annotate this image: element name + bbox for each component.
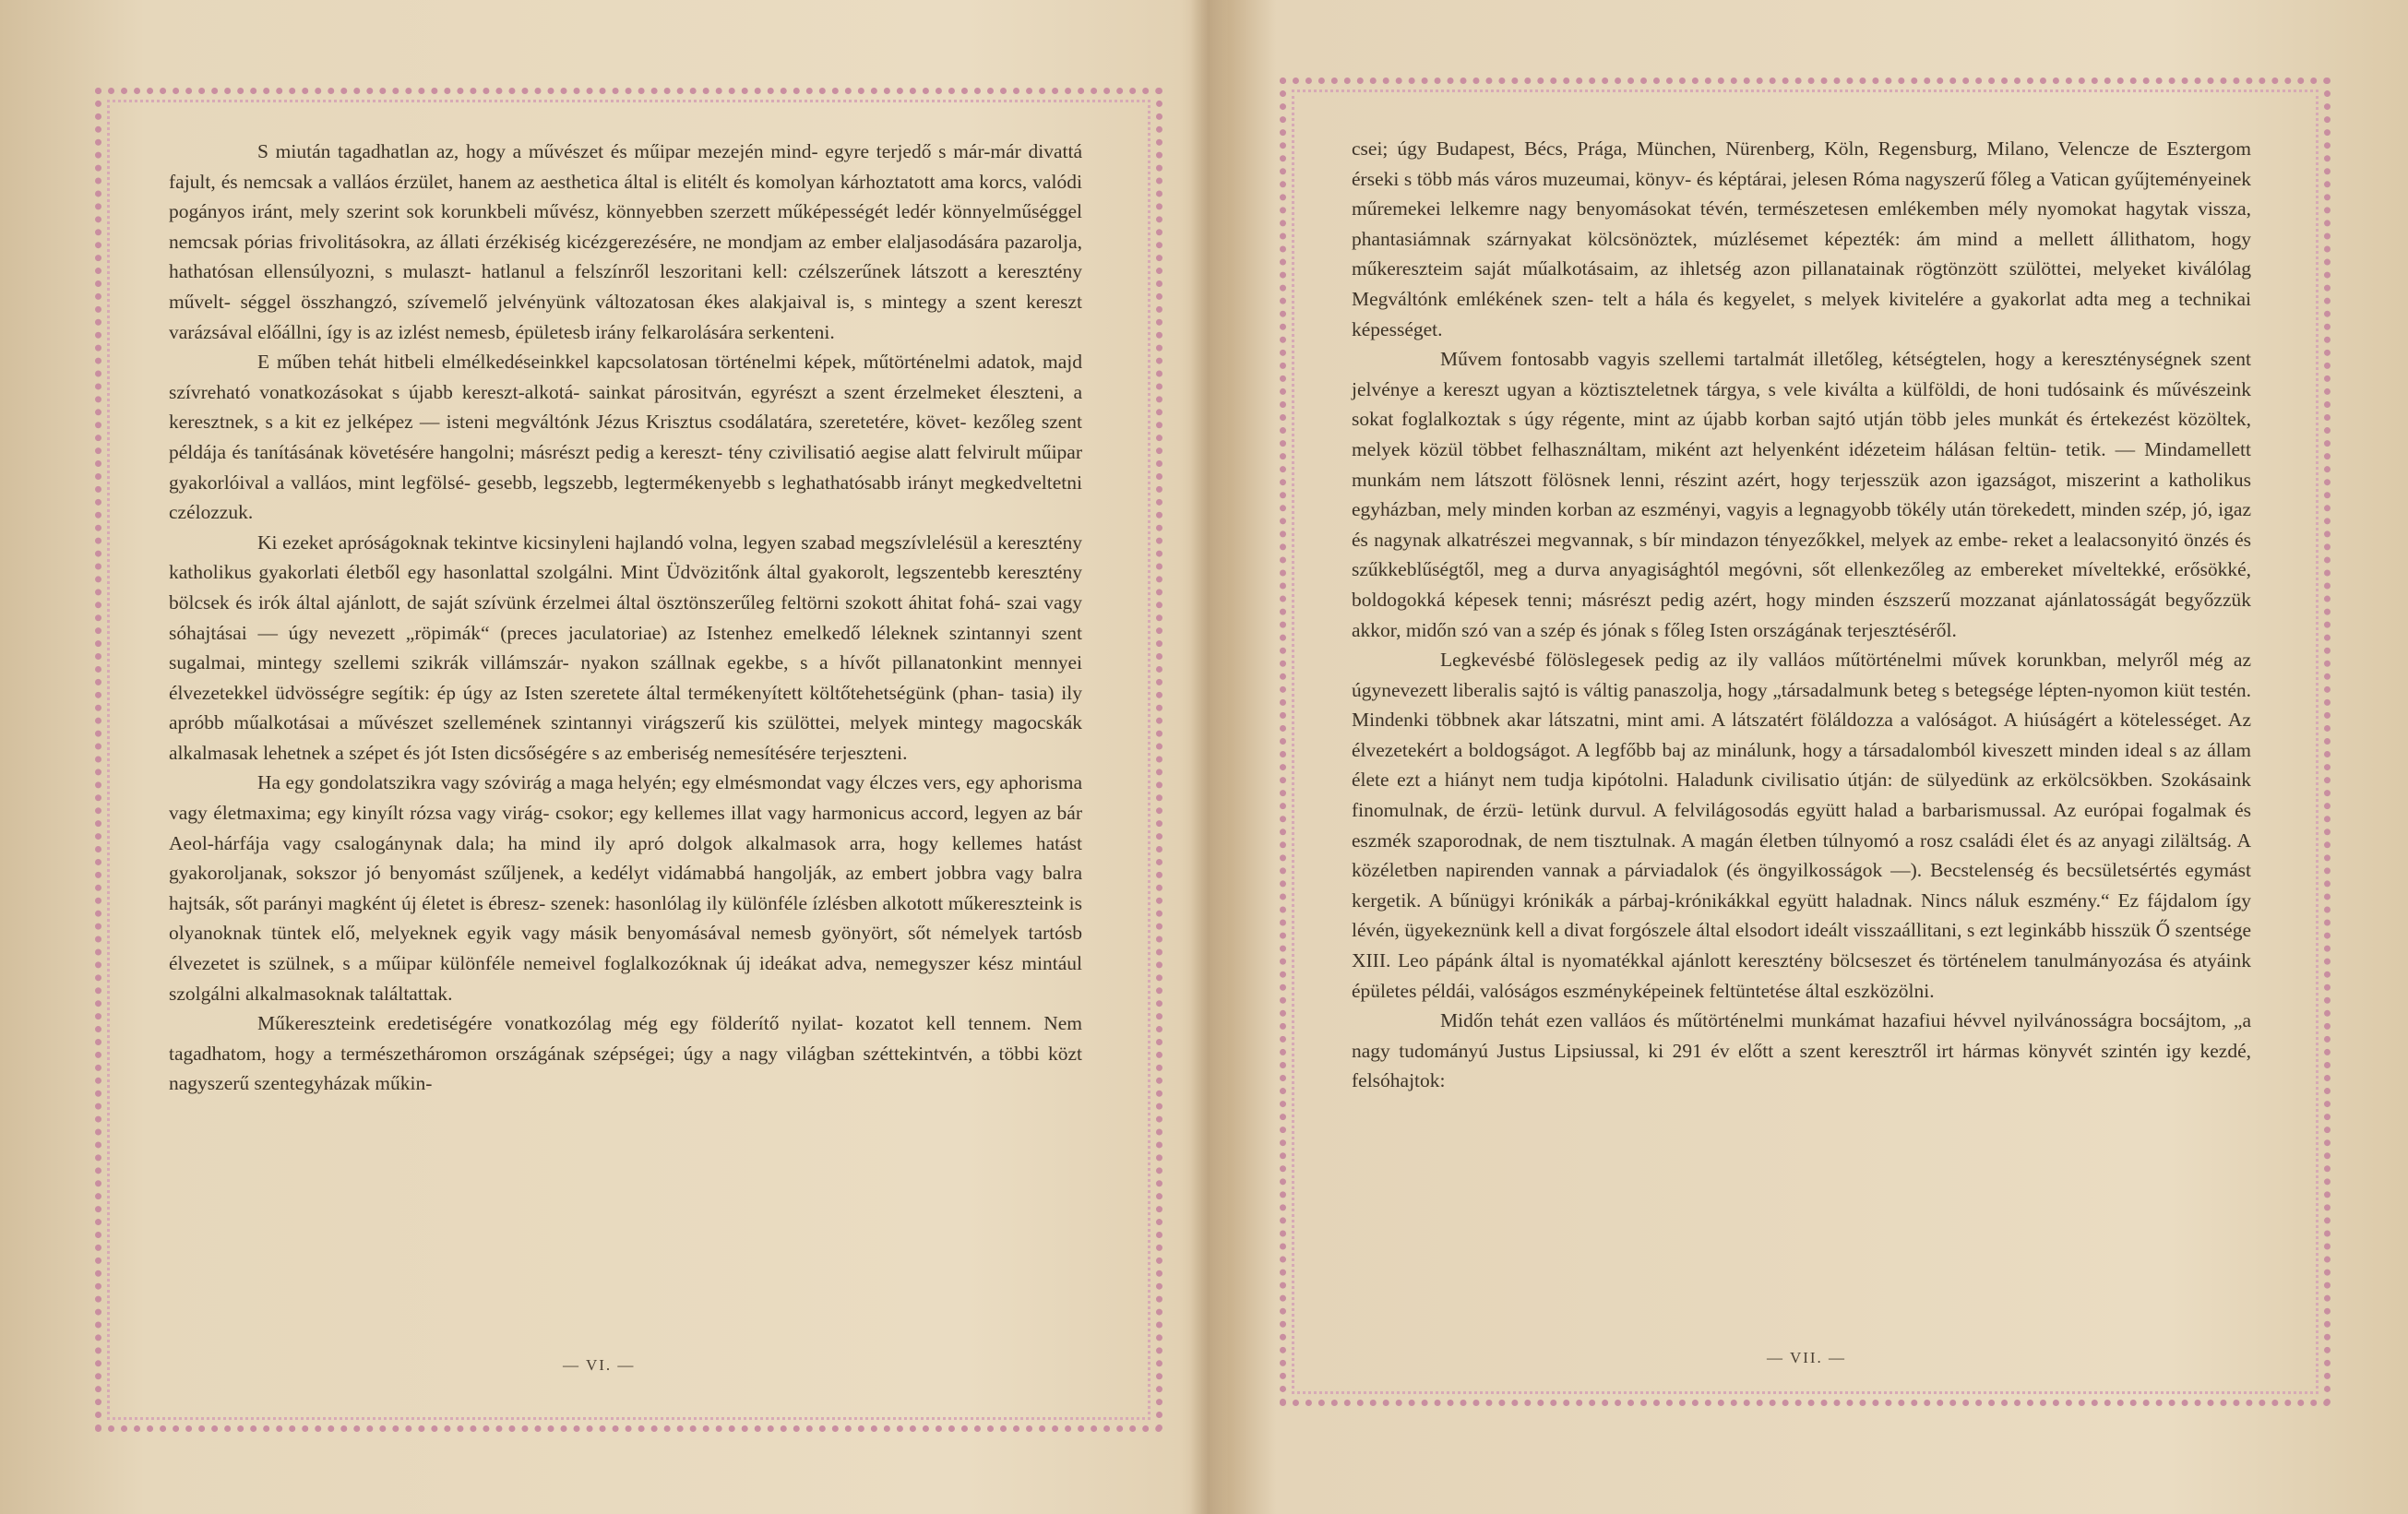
page-number-left: — VI. — — [563, 1356, 636, 1374]
paragraph: Midőn tehát ezen valláos és műtörténelmi munkámat hazafiui hévvel nyilvánosságra bocsájtom, „a nagy tudományú Justus Lipsiussal, ki 291 év előtt a szent keresztről irt hármas könyvét szintén igy kezdé, felsóhajtok: — [1352, 1009, 2251, 1092]
paragraph: Művem fontosabb vagyis szellemi tartalmát illetőleg, kétségtelen, hogy a kereszténységnek szent jelvénye a kereszt ugyan a köztiszteletnek tárgya, s vele kiválta a külföldi, de honi tudósaink és művészeink sokat foglalkoztak s úgy régente, mint az újabb korban sajtó utján több jeles munkát és értekezést közöltek, melyek közül többet felhasználtam, miként azt helyenként idézeteim hálásan feltün- tetik. — Mindamellett munkám nem látszott fölösnek lenni, részint azért, hogy terjesszük azon igazságot, miszerint a katholikus egyházban, mely minden korban az eszményi, vagyis a legnagyobb tökély után törekedett, minden szép, jó, igaz és nagynak alkatrészei megvannak, s bír mindazon tényezőkkel, melyek az embe- reket a lealacsonyitó önzés és szűkkeblűségtől, meg a durva anyagisághtól megóvni, sőt ellenkezőleg az embereket míveltekké, erősökké, boldogokká képesek tenni; másrészt pedig azért, hogy minden észszerű mozzanat ajánlatosságát begyőzzük akkor, midőn szó van a szép és jónak s főleg Isten országának terjesztéséről. — [1352, 348, 2251, 641]
right-page-text — [1352, 134, 2251, 1096]
paragraph: Ha egy gondolatszikra vagy szóvirág a maga helyén; egy elmésmondat vagy élczes vers, egy aphorisma vagy életmaxima; egy kinyílt rózsa vagy virág- csokor; egy kellemes illat vagy harmonicus accord, legyen az bár Aeol-hárfája vagy csalogánynak dala; ha mind ily apró dolgok alkalmasok arra, hogy kellemes hatást gyakoroljanak, sokszor jó benyomást szűljenek, a kedélyt vidámabbá hangolják, az embert jobbra vagy balra hajtsák, sőt parányi magként új életet is ébresz- szenek: hasonlólag ily különféle ízlésben alkotott műkereszteink is olyanoknak tüntek elő, melyeknek egyik vagy másik benyomásával nemesb gyönyört, sőt némelyek tartósb élvezetet is szülnek, s a műipar különféle nemeivel foglalkozóknak új ideákat adva, nemegyszer kész mintául szolgálni alkalmasoknak találtattak. — [169, 771, 1082, 1005]
page-number-right: — VII. — — [1767, 1349, 1847, 1366]
paragraph: Műkereszteink eredetiségére vonatkozólag még egy földerítő nyilat- kozatot kell tennem. Nem tagadhatom, hogy a természetháromon országának szépségei; úgy a nagy világban széttekintvén, a többi közt nagyszerű szentegyházak műkin- — [169, 1012, 1082, 1095]
paragraph: csei; úgy Budapest, Bécs, Prága, München, Nürenberg, Köln, Regensburg, Milano, Velencze de Esztergom érseki s több más város muzeumai, könyv- és képtárai, jelesen Róma nagyszerű főleg a Vatican gyűjteményeinek műremekei lelkemre nagy benyomásokat tévén, természetesen emlékemben mély nyomokat hagytak vissza, phantasiámnak szárnyakat kölcsönöztek, múzlésemet képezték: ám mind a mellett állithatom, hogy műkereszteim saját műalkotásaim, az ihletség azon pillanatainak rögtönzött szülöttei, melyeket kiválólag Megváltónk emlékének szen- telt a hála és kegyelet, s melyek kivitelére a gyakorlat adta meg a technikai képességet. — [1352, 137, 2251, 340]
paragraph: E műben tehát hitbeli elmélkedéseinkkel kapcsolatosan történelmi képek, műtörténelmi adatok, majd szívreható vonatkozásokat s újabb kereszt-alkotá- sainkat párositván, egyrészt a szent érzelmeket éleszteni, a keresztnek, s a kit ez jelképez — isteni megváltónk Jézus Krisztus csodálatára, szeretetére, követ- kezőleg szent példája és tanításának követésére hangolni; másrészt pedig a kereszt- tény czivilisatió aegise alatt felvirult műipar gyakorlóival a valláos, mint legfölsé- gesebb, legszebb, legtermékenyebb s leghathatósabb irányt megkedveltetni czélozzuk. — [169, 351, 1082, 524]
paragraph: Ki ezeket apróságoknak tekintve kicsinyleni hajlandó volna, legyen szabad megszívlelésül a keresztény katholikus gyakorlati életből egy hasonlattal szolgálni. Mint Üdvözitőnk által gyakorolt, legszentebb keresztény bölcsek és irók által ajánlott, de saját szívünk érzelmei által ösztönszerűleg feltörni szokott áhitat fohá- szai vagy sóhajtásai — úgy nevezett „röpimák“ (preces jaculatoriae) az Istenhez emelkedő léleknek szintannyi szent sugalmai, mintegy szellemi szikrák villámszár- nyakon szállnak egekbe, s a hívőt pillanatonkint mennyei élvezetekkel üdvösségre segítik: ép úgy az Isten szeretete által termékenyített költőtehetségünk (phan- tasia) ily apróbb műalkotásai a művészet szellemének szintannyi virágszerű kis szülöttei, melyek mintegy magocskák alkalmasak lehetnek a szépet és jót Isten dicsőségére s az emberiség nemesítésére terjeszteni. — [169, 530, 1082, 764]
paragraph: Legkevésbé fölöslegesek pedig az ily valláos műtörténelmi művek korunkban, melyről még az úgynevezett liberalis sajtó is váltig panaszolja, hogy „társadalmunk beteg s betegsége lépten-nyomon kiüt testén. Mindenki többnek akar látszatni, mint ami. A látszatért föláldozza a valóságot. A hiúságért a kötelességet. Az élvezetekért a boldogságot. A legfőbb baj az minálunk, hogy a társadalomból kiveszett minden ideal s az állam élete ezt a hiányt nem tudja kipótolni. Haladunk civilisatio útján: de sülyedünk az erkölcsökben. Szokásaink finomulnak, de érzü- letünk durvul. A felvilágosodás együtt halad a barbarismussal. Az európai fogalmak és eszmék szaporodnak, de nem tisztulnak. A magán életben túlnyomó a rosz családi élet és az anyagi zilältság. A közéletben napirenden vannak a párviadalok (és öngyilkosságok —). Becstelenség és becsületsértés egymást kergetik. A bűnügyi krónikák a párbaj-krónikákkal együtt haladnak. Nincs náluk eszmény.“ Ez fájdalom így lévén, ügyekeznünk kell a divat forgószele által elsodort ideált visszaállitani, s ezt leginkább hisszük Ő szentsége XIII. Leo pápánk által is nyomatékkal ajánlott keresztény bölcseszet és történelem tanulmányozása és atyáink épületes példái, valóságos eszményképeinek feltüntetése által eszközölni. — [1352, 649, 2251, 1002]
left-page-text — [169, 137, 1082, 1099]
book-gutter — [1190, 0, 1227, 1514]
paragraph: S miután tagadhatlan az, hogy a művészet és műipar mezején mind- egyre terjedő s már-már divattá fajult, és nemcsak a valláos érzület, hanem az aesthetica által is elitélt és komolyan kárhoztatott ama korcs, valódi pogányos iránt, mely szerint sok korunkbeli művész, könnyebben szerzett műképességét ledér könnyelműséggel nemcsak pórias frivolitásokra, az állati érzékiség kicézgerezésére, ne mondjam az ember elaljasodására pazarolja, hathatósan ellensúlyozni, s mulaszt- hatlanul a felszínről leszoritani kell: czélszerűnek látszott a keresztény művelt- séggel összhangzó, szívemelő jelvényünk változatosan ékes alakjaival is, s mintegy a szent kereszt varázsával előállni, így is az izlést nemesb, épületesb irány felkarolására serkenteni. — [169, 140, 1082, 343]
